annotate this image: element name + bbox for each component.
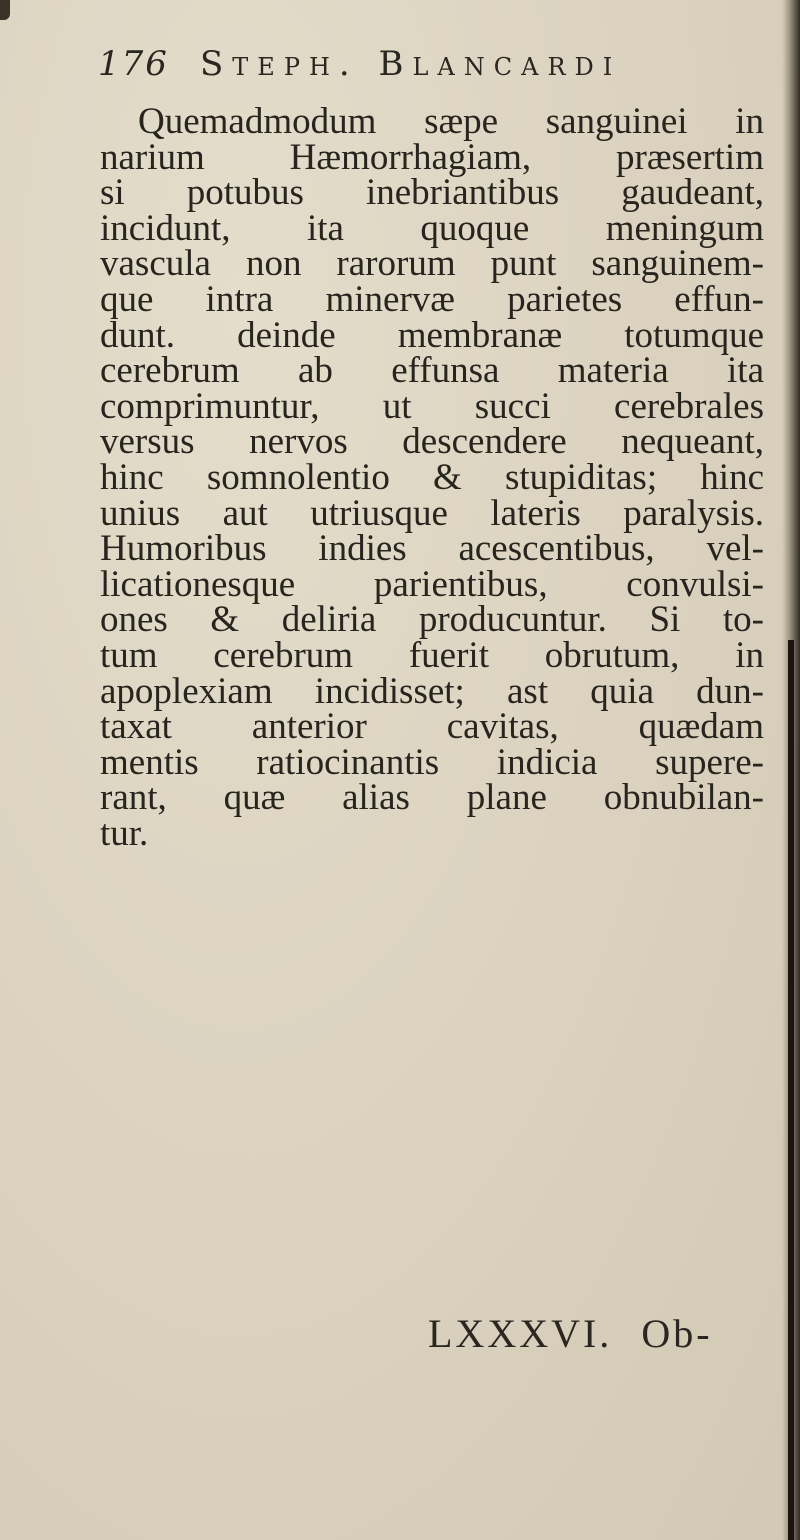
text-line: hinc somnolentio & stupiditas; hinc (100, 456, 764, 498)
text-line: rant, quæ alias plane obnubilan- (100, 777, 764, 819)
text-line: comprimuntur, ut succi cerebrales (100, 385, 764, 427)
body-text (100, 101, 764, 854)
text-line: si potubus inebriantibus gaudeant, (100, 172, 764, 214)
text-line: vascula non rarorum punt sanguinem- (100, 243, 764, 285)
text-line: dunt. deinde membranæ totumque (100, 314, 764, 356)
text-line: incidunt, ita quoque meningum (100, 207, 764, 249)
text-line: Quemadmodum sæpe sanguinei in (138, 101, 764, 142)
text-line: cerebrum ab effunsa materia ita (100, 350, 764, 392)
page-number: 176 (98, 44, 169, 84)
text-line: versus nervos descendere nequeant, (100, 421, 764, 463)
catchword-numeral: LXXXVI. (428, 1311, 613, 1356)
page-corner-mark (0, 0, 10, 20)
page-gutter-edge (788, 640, 794, 1540)
text-line: taxat anterior cavitas, quædam (100, 706, 764, 748)
text-line: tur. (100, 812, 149, 854)
page-header (98, 44, 738, 92)
text-line: que intra minervæ parietes effun- (100, 278, 764, 320)
text-line: licationesque parientibus, convulsi- (100, 563, 764, 605)
text-line: Humoribus indies acescentibus, vel- (100, 528, 764, 570)
text-line: tum cerebrum fuerit obrutum, in (100, 634, 764, 676)
running-head: Steph. Blancardi (200, 44, 622, 84)
text-line: unius aut utriusque lateris paralysis. (100, 492, 764, 534)
catchword-word: Ob- (641, 1311, 713, 1356)
text-line: apoplexiam incidisset; ast quia dun- (100, 670, 764, 712)
text-line: mentis ratiocinantis indicia supere- (100, 741, 764, 783)
catchword (428, 1310, 768, 1357)
text-line: ones & deliria producuntur. Si to- (100, 599, 764, 641)
text-line: narium Hæmorrhagiam, præsertim (100, 136, 764, 178)
